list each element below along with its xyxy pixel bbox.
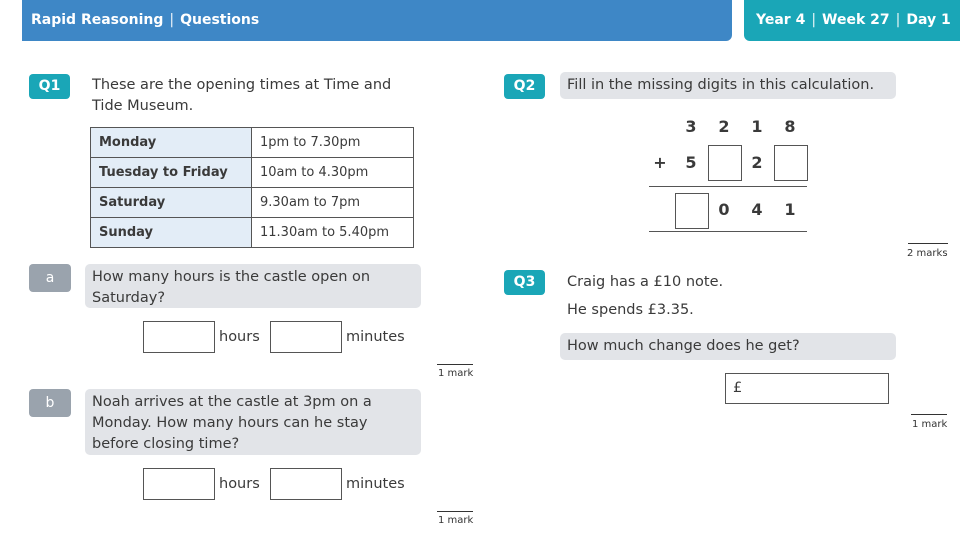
q2-row1-digit: 3 bbox=[685, 117, 697, 136]
table-cell-day: Sunday bbox=[91, 218, 252, 248]
table-cell-time: 9.30am to 7pm bbox=[252, 188, 414, 218]
q2-row1-digit: 1 bbox=[751, 117, 763, 136]
q2-question: Fill in the missing digits in this calculation. bbox=[560, 72, 896, 99]
header-separator: | bbox=[811, 12, 817, 28]
q1-badge: Q1 bbox=[29, 74, 70, 99]
q1-intro-line1: These are the opening times at Time and bbox=[92, 77, 392, 93]
q1a-question bbox=[85, 264, 421, 308]
q1b-line1: Noah arrives at the castle at 3pm on a bbox=[92, 394, 372, 410]
q1b-mark: 1 mark bbox=[438, 515, 474, 526]
q1a-minutes-label: minutes bbox=[346, 329, 405, 345]
table-row bbox=[91, 128, 414, 158]
q2-result-digit: 0 bbox=[718, 200, 730, 219]
q1a-line2: Saturday? bbox=[92, 290, 166, 306]
header-section: Questions bbox=[180, 12, 260, 28]
q3-line2: He spends £3.35. bbox=[567, 302, 694, 318]
q1b-badge: b bbox=[29, 389, 71, 417]
q1b-minutes-input[interactable] bbox=[270, 468, 342, 500]
header-year: Year 4 bbox=[756, 12, 806, 28]
q2-mark: 2 marks bbox=[907, 248, 948, 259]
q2-missing-digit-input[interactable] bbox=[708, 145, 742, 181]
q1a-mark: 1 mark bbox=[438, 368, 474, 379]
q1b-line2: Monday. How many hours can he stay bbox=[92, 415, 368, 431]
q3-mark-line bbox=[911, 414, 947, 415]
q2-plus-sign: + bbox=[653, 153, 667, 172]
header-separator: | bbox=[895, 12, 901, 28]
q2-result-digit: 4 bbox=[751, 200, 763, 219]
q2-mark-line bbox=[908, 243, 948, 244]
pound-sign: £ bbox=[733, 380, 743, 396]
header-title-main: Rapid Reasoning bbox=[31, 12, 164, 28]
q1a-line1: How many hours is the castle open on bbox=[92, 269, 371, 285]
q1a-mark-line bbox=[437, 364, 473, 365]
table-row bbox=[91, 188, 414, 218]
table-cell-time: 1pm to 7.30pm bbox=[252, 128, 414, 158]
q1b-hours-input[interactable] bbox=[143, 468, 215, 500]
q1a-hours-input[interactable] bbox=[143, 321, 215, 353]
q1a-badge: a bbox=[29, 264, 71, 292]
q1a-hours-label: hours bbox=[219, 329, 260, 345]
q1a-minutes-input[interactable] bbox=[270, 321, 342, 353]
table-row bbox=[91, 158, 414, 188]
q1b-minutes-label: minutes bbox=[346, 476, 405, 492]
table-cell-day: Monday bbox=[91, 128, 252, 158]
q2-missing-digit-input[interactable] bbox=[675, 193, 709, 229]
q3-answer-input[interactable] bbox=[725, 373, 889, 404]
q1b-question bbox=[85, 389, 421, 455]
q2-badge: Q2 bbox=[504, 74, 545, 99]
q3-mark: 1 mark bbox=[912, 419, 948, 430]
header-date bbox=[756, 0, 951, 41]
header-separator: | bbox=[169, 12, 175, 28]
header-title bbox=[31, 0, 259, 41]
q1b-hours-label: hours bbox=[219, 476, 260, 492]
opening-times-table bbox=[90, 127, 414, 248]
q2-missing-digit-input[interactable] bbox=[774, 145, 808, 181]
q3-badge: Q3 bbox=[504, 270, 545, 295]
q3-question: How much change does he get? bbox=[560, 333, 896, 360]
q2-row2-digit: 5 bbox=[685, 153, 697, 172]
q1b-line3: before closing time? bbox=[92, 436, 240, 452]
q2-sum-line-top bbox=[649, 186, 807, 187]
q2-row1-digit: 8 bbox=[784, 117, 796, 136]
table-cell-day: Saturday bbox=[91, 188, 252, 218]
q1-intro bbox=[92, 75, 432, 117]
q2-row2-digit: 2 bbox=[751, 153, 763, 172]
table-cell-time: 11.30am to 5.40pm bbox=[252, 218, 414, 248]
header-bar-right bbox=[744, 0, 960, 41]
header-day: Day 1 bbox=[906, 12, 951, 28]
table-row bbox=[91, 218, 414, 248]
table-cell-time: 10am to 4.30pm bbox=[252, 158, 414, 188]
header-bar-left bbox=[22, 0, 732, 41]
q1b-mark-line bbox=[437, 511, 473, 512]
q3-line1: Craig has a £10 note. bbox=[567, 274, 724, 290]
header-week: Week 27 bbox=[822, 12, 890, 28]
q2-result-digit: 1 bbox=[784, 200, 796, 219]
q2-row1-digit: 2 bbox=[718, 117, 730, 136]
table-cell-day: Tuesday to Friday bbox=[91, 158, 252, 188]
q1-intro-line2: Tide Museum. bbox=[92, 98, 194, 114]
q2-sum-line-bottom bbox=[649, 231, 807, 232]
